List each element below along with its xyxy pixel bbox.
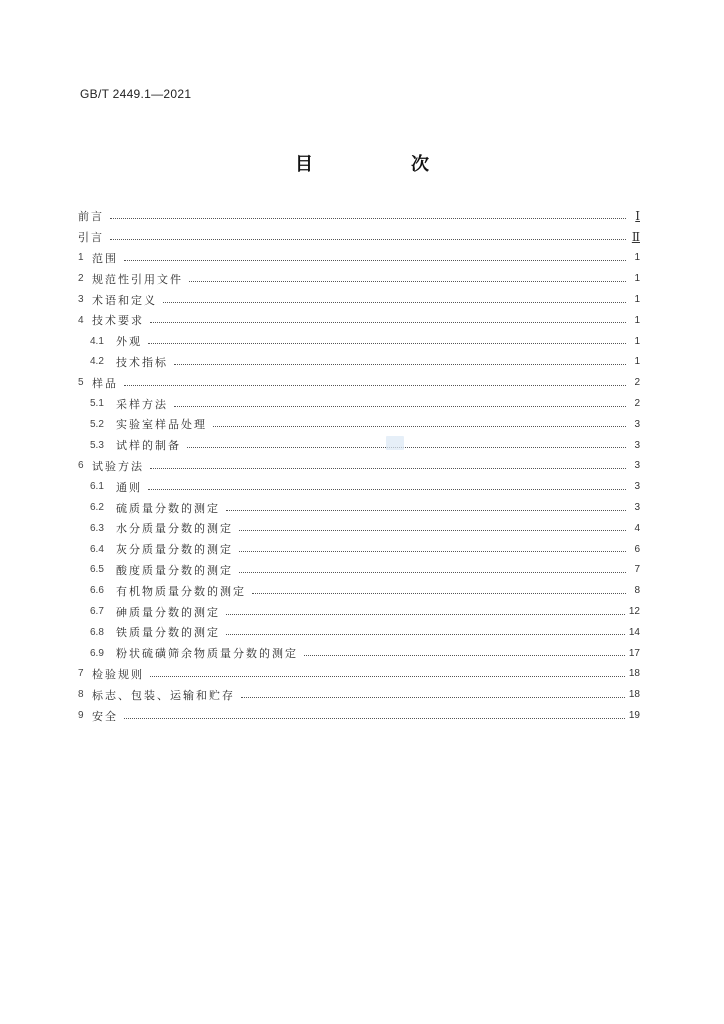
toc-entry[interactable] bbox=[78, 539, 640, 560]
toc-entry-number: 6.7 bbox=[90, 606, 104, 618]
toc-entry-number: 6.2 bbox=[90, 502, 104, 514]
toc-entry-page: 12 bbox=[628, 606, 640, 618]
toc-entry[interactable] bbox=[78, 331, 640, 352]
toc-entry-label: 有机物质量分数的测定 bbox=[116, 584, 246, 598]
toc-dot-leader bbox=[174, 363, 626, 365]
toc-entry-label: 铁质量分数的测定 bbox=[116, 626, 220, 640]
toc-entry-number: 5.3 bbox=[90, 439, 104, 451]
toc-entry[interactable] bbox=[78, 310, 640, 331]
toc-entry-number: 2 bbox=[78, 273, 84, 285]
toc-dot-leader bbox=[110, 238, 626, 240]
toc-entry-label: 外观 bbox=[116, 335, 142, 349]
toc-entry-label: 水分质量分数的测定 bbox=[116, 522, 233, 536]
toc-entry-number: 6.8 bbox=[90, 626, 104, 638]
toc-entry-number: 4.1 bbox=[90, 335, 104, 347]
toc-entry-label: 通则 bbox=[116, 480, 142, 494]
toc-entry-number: 4 bbox=[78, 314, 84, 326]
toc-dot-leader bbox=[213, 425, 626, 427]
toc-entry-number: 6.3 bbox=[90, 522, 104, 534]
toc-entry-label: 前言 bbox=[78, 210, 104, 224]
toc-entry[interactable] bbox=[78, 518, 640, 539]
page-title: 目 次 bbox=[295, 154, 469, 175]
toc-dot-leader bbox=[174, 405, 626, 407]
toc-entry-number: 6.6 bbox=[90, 585, 104, 597]
toc-entry-page: 1 bbox=[634, 314, 640, 326]
toc-entry-number: 3 bbox=[78, 294, 84, 306]
toc-entry-label: 安全 bbox=[92, 709, 118, 723]
toc-entry[interactable] bbox=[78, 476, 640, 497]
toc-entry-page: 7 bbox=[634, 564, 640, 576]
toc-entry[interactable] bbox=[78, 456, 640, 477]
toc-entry[interactable] bbox=[78, 435, 640, 456]
toc-entry[interactable] bbox=[78, 497, 640, 518]
toc-entry-page: 1 bbox=[634, 294, 640, 306]
toc-dot-leader bbox=[241, 696, 625, 698]
toc-entry-page: 2 bbox=[634, 398, 640, 410]
toc-dot-leader bbox=[226, 633, 625, 635]
toc-dot-leader bbox=[150, 675, 625, 677]
toc-dot-leader bbox=[252, 592, 626, 594]
toc-entry-label: 术语和定义 bbox=[92, 293, 157, 307]
toc-entry[interactable] bbox=[78, 643, 640, 664]
toc-entry[interactable] bbox=[78, 393, 640, 414]
toc-entry-number: 8 bbox=[78, 689, 84, 701]
toc-entry-number: 6.5 bbox=[90, 564, 104, 576]
toc-entry-number: 4.2 bbox=[90, 356, 104, 368]
toc-entry[interactable] bbox=[78, 705, 640, 726]
standard-code: GB/T 2449.1—2021 bbox=[80, 87, 192, 101]
toc-entry-number: 9 bbox=[78, 710, 84, 722]
toc-dot-leader bbox=[239, 571, 626, 573]
toc-dot-leader bbox=[189, 280, 626, 282]
toc-dot-leader bbox=[150, 321, 626, 323]
toc-entry[interactable] bbox=[78, 664, 640, 685]
toc-entry-label: 粉状硫磺筛余物质量分数的测定 bbox=[116, 647, 298, 661]
toc-entry-page: 3 bbox=[634, 502, 640, 514]
toc-entry-page: 2 bbox=[634, 377, 640, 389]
toc-entry-label: 技术指标 bbox=[116, 355, 168, 369]
toc-dot-leader bbox=[239, 529, 626, 531]
toc-entry-page: 14 bbox=[628, 626, 640, 638]
toc-entry-label: 试样的制备 bbox=[116, 439, 181, 453]
table-of-contents bbox=[78, 206, 640, 726]
toc-dot-leader bbox=[148, 488, 626, 490]
toc-entry-label: 试验方法 bbox=[92, 459, 144, 473]
toc-entry-number: 7 bbox=[78, 668, 84, 680]
toc-entry-page: 1 bbox=[634, 335, 640, 347]
toc-entry-number: 6.9 bbox=[90, 647, 104, 659]
toc-dot-leader bbox=[304, 654, 625, 656]
toc-dot-leader bbox=[239, 550, 626, 552]
toc-entry-label: 标志、包装、运输和贮存 bbox=[92, 688, 235, 702]
toc-entry[interactable] bbox=[78, 684, 640, 705]
toc-dot-leader bbox=[226, 613, 625, 615]
toc-entry-number: 1 bbox=[78, 252, 84, 264]
toc-entry-label: 检验规则 bbox=[92, 667, 144, 681]
toc-entry-label: 实验室样品处理 bbox=[116, 418, 207, 432]
toc-dot-leader bbox=[124, 717, 625, 719]
toc-entry-number: 6.1 bbox=[90, 481, 104, 493]
toc-entry-label: 规范性引用文件 bbox=[92, 272, 183, 286]
toc-entry-label: 采样方法 bbox=[116, 397, 168, 411]
toc-entry-number: 6 bbox=[78, 460, 84, 472]
toc-entry-label: 技术要求 bbox=[92, 314, 144, 328]
toc-entry[interactable] bbox=[78, 372, 640, 393]
toc-entry[interactable] bbox=[78, 580, 640, 601]
toc-entry-label: 酸度质量分数的测定 bbox=[116, 563, 233, 577]
toc-entry[interactable] bbox=[78, 248, 640, 269]
toc-dot-leader bbox=[163, 301, 626, 303]
toc-entry-number: 6.4 bbox=[90, 543, 104, 555]
toc-dot-leader bbox=[187, 446, 626, 448]
toc-entry-page: 1 bbox=[634, 273, 640, 285]
toc-entry-page: 19 bbox=[628, 710, 640, 722]
toc-entry[interactable] bbox=[78, 289, 640, 310]
toc-entry-label: 灰分质量分数的测定 bbox=[116, 543, 233, 557]
toc-entry-label: 硫质量分数的测定 bbox=[116, 501, 220, 515]
toc-entry-page: 18 bbox=[628, 689, 640, 701]
toc-entry-page: 4 bbox=[634, 522, 640, 534]
toc-entry-page: Ⅰ bbox=[635, 208, 640, 223]
toc-entry-page: 18 bbox=[628, 668, 640, 680]
toc-entry[interactable] bbox=[78, 560, 640, 581]
toc-entry-label: 范围 bbox=[92, 251, 118, 265]
toc-entry-number: 5.1 bbox=[90, 398, 104, 410]
toc-entry-page: 3 bbox=[634, 439, 640, 451]
toc-entry-label: 样品 bbox=[92, 376, 118, 390]
toc-entry-page: 8 bbox=[634, 585, 640, 597]
toc-entry-label: 砷质量分数的测定 bbox=[116, 605, 220, 619]
toc-entry-label: 引言 bbox=[78, 231, 104, 245]
toc-entry-page: 3 bbox=[634, 481, 640, 493]
watermark-stamp bbox=[386, 436, 404, 450]
toc-entry[interactable] bbox=[78, 622, 640, 643]
toc-entry-page: 17 bbox=[628, 647, 640, 659]
toc-entry-number: 5 bbox=[78, 377, 84, 389]
toc-entry[interactable] bbox=[78, 601, 640, 622]
toc-entry-number: 5.2 bbox=[90, 418, 104, 430]
toc-entry-page: 1 bbox=[634, 356, 640, 368]
toc-entry[interactable] bbox=[78, 268, 640, 289]
toc-dot-leader bbox=[150, 467, 626, 469]
toc-entry-page: 6 bbox=[634, 543, 640, 555]
toc-dot-leader bbox=[124, 259, 626, 261]
toc-entry[interactable] bbox=[78, 227, 640, 248]
toc-dot-leader bbox=[148, 342, 626, 344]
toc-entry-page: Ⅱ bbox=[631, 229, 640, 244]
toc-entry-page: 1 bbox=[634, 252, 640, 264]
toc-dot-leader bbox=[124, 384, 626, 386]
toc-entry[interactable] bbox=[78, 352, 640, 373]
toc-entry-page: 3 bbox=[634, 460, 640, 472]
toc-dot-leader bbox=[110, 217, 626, 219]
toc-dot-leader bbox=[226, 509, 626, 511]
toc-entry[interactable] bbox=[78, 414, 640, 435]
toc-entry-page: 3 bbox=[634, 418, 640, 430]
toc-entry[interactable] bbox=[78, 206, 640, 227]
